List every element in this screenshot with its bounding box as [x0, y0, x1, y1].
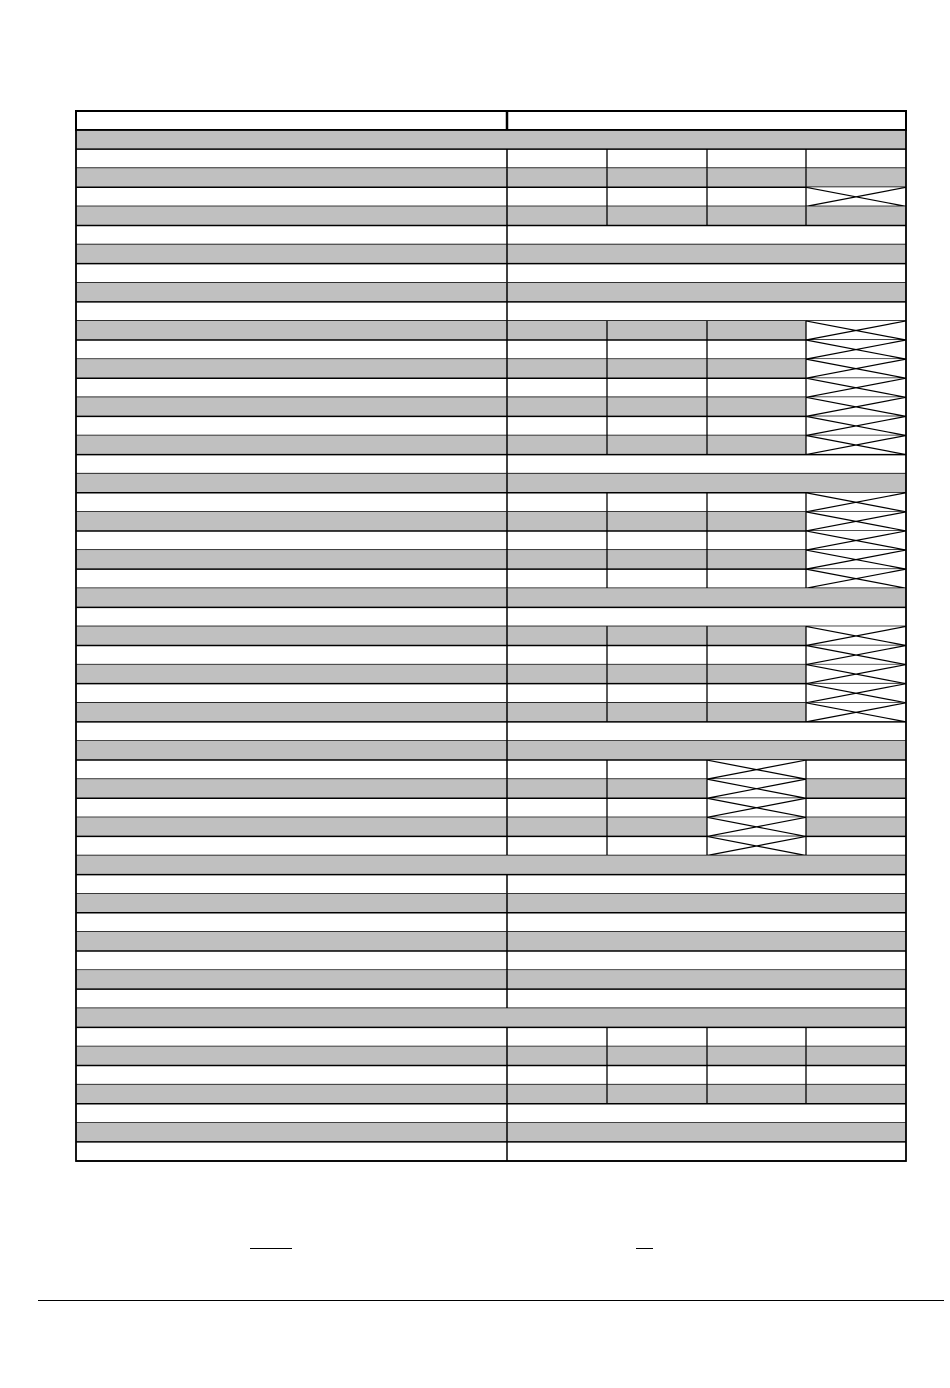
- row-shade: [76, 970, 906, 989]
- footer-signature-line-right: [636, 1248, 653, 1249]
- row-shade: [76, 932, 906, 951]
- row-shade: [76, 588, 906, 607]
- row-shade: [76, 206, 906, 225]
- row-shade: [76, 1046, 906, 1065]
- row-shade: [76, 474, 906, 493]
- row-shade: [76, 856, 906, 875]
- footer-signature-line-left: [250, 1248, 292, 1249]
- row-shade: [76, 397, 906, 416]
- row-shade: [76, 665, 906, 684]
- row-shade: [76, 703, 906, 722]
- page-bottom-rule: [38, 1300, 944, 1301]
- row-shade: [76, 130, 906, 149]
- row-shade: [76, 741, 906, 760]
- row-shade: [76, 1008, 906, 1027]
- row-shade: [76, 435, 906, 454]
- row-shade: [76, 283, 906, 302]
- row-shade: [76, 550, 906, 569]
- row-shade: [76, 321, 906, 340]
- row-shade: [76, 512, 906, 531]
- row-shade: [76, 626, 906, 645]
- header-row: [76, 111, 906, 130]
- row-shade: [76, 1085, 906, 1104]
- row-shade: [76, 894, 906, 913]
- row-shade: [76, 1123, 906, 1142]
- row-shade: [76, 359, 906, 378]
- row-shade: [76, 245, 906, 264]
- row-shade: [76, 168, 906, 187]
